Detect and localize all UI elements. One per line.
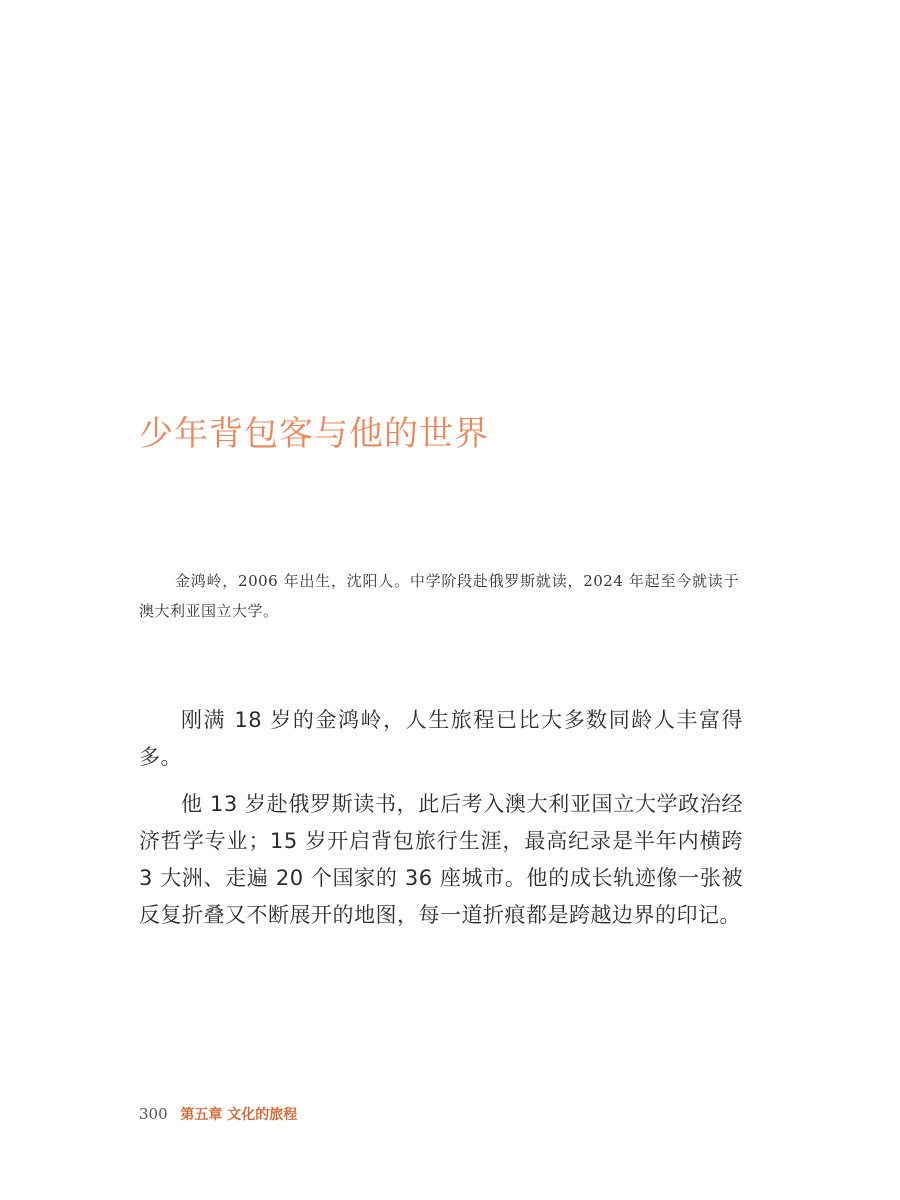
page-footer (139, 1104, 297, 1125)
page-number: 300 (139, 1105, 168, 1123)
author-intro: 金鸿岭，2006 年出生，沈阳人。中学阶段赴俄罗斯就读，2024 年起至今就读于澳大利亚国立大学。 (139, 572, 739, 620)
chapter-label: 第五章 文化的旅程 (180, 1107, 298, 1123)
article-body (139, 702, 743, 944)
body-paragraph: 他 13 岁赴俄罗斯读书，此后考入澳大利亚国立大学政治经济哲学专业；15 岁开启背包旅行生涯，最高纪录是半年内横跨 3 大洲、走遍 20 个国家的 36 座城市。他的成长轨迹像一张被反复折叠又不断展开的地图，每一道折痕都是跨越边界的印记。 (139, 792, 743, 927)
body-paragraph: 刚满 18 岁的金鸿岭，人生旅程已比大多数同龄人丰富得多。 (139, 708, 743, 769)
article-title: 少年背包客与他的世界 (139, 414, 489, 454)
